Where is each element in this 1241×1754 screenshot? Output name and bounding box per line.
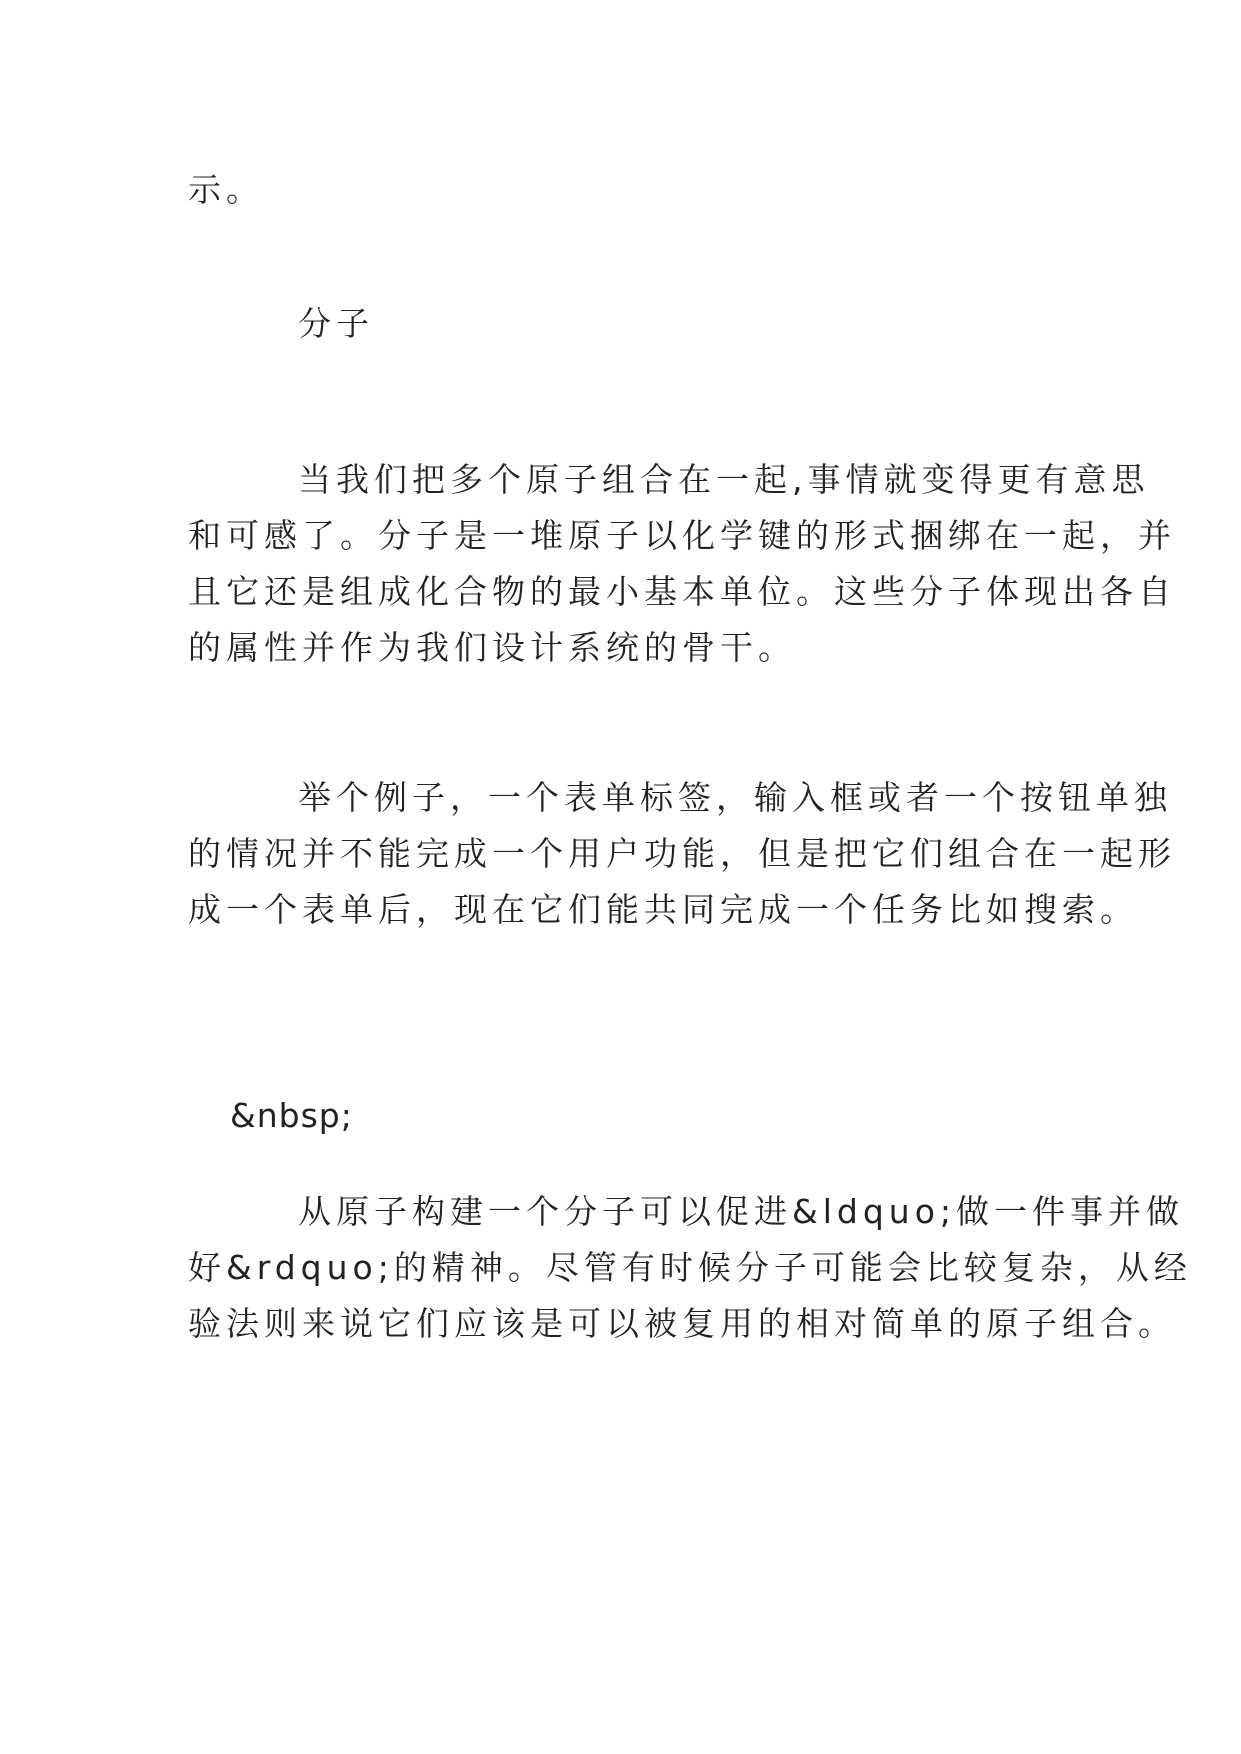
- text-line: 示。: [188, 170, 264, 209]
- paragraph-line: 的情况并不能完成一个用户功能，但是把它们组合在一起形: [188, 834, 1176, 873]
- entity-text-line: &nbsp;: [230, 1096, 353, 1135]
- section-heading: 分子: [298, 304, 374, 343]
- paragraph-line: 和可感了。分子是一堆原子以化学键的形式捆绑在一起，并: [188, 516, 1176, 555]
- paragraph-line: 且它还是组成化合物的最小基本单位。这些分子体现出各自: [188, 572, 1176, 611]
- paragraph-line: 当我们把多个原子组合在一起,事情就变得更有意思: [298, 460, 1150, 499]
- paragraph-line: 举个例子，一个表单标签，输入框或者一个按钮单独: [298, 778, 1172, 817]
- paragraph-line: 验法则来说它们应该是可以被复用的相对简单的原子组合。: [188, 1304, 1176, 1343]
- paragraph-line: 的属性并作为我们设计系统的骨干。: [188, 628, 796, 667]
- paragraph-line: 从原子构建一个分子可以促进&ldquo;做一件事并做: [298, 1192, 1185, 1231]
- paragraph-line: 好&rdquo;的精神。尽管有时候分子可能会比较复杂，从经: [188, 1248, 1192, 1287]
- paragraph-line: 成一个表单后，现在它们能共同完成一个任务比如搜索。: [188, 890, 1138, 929]
